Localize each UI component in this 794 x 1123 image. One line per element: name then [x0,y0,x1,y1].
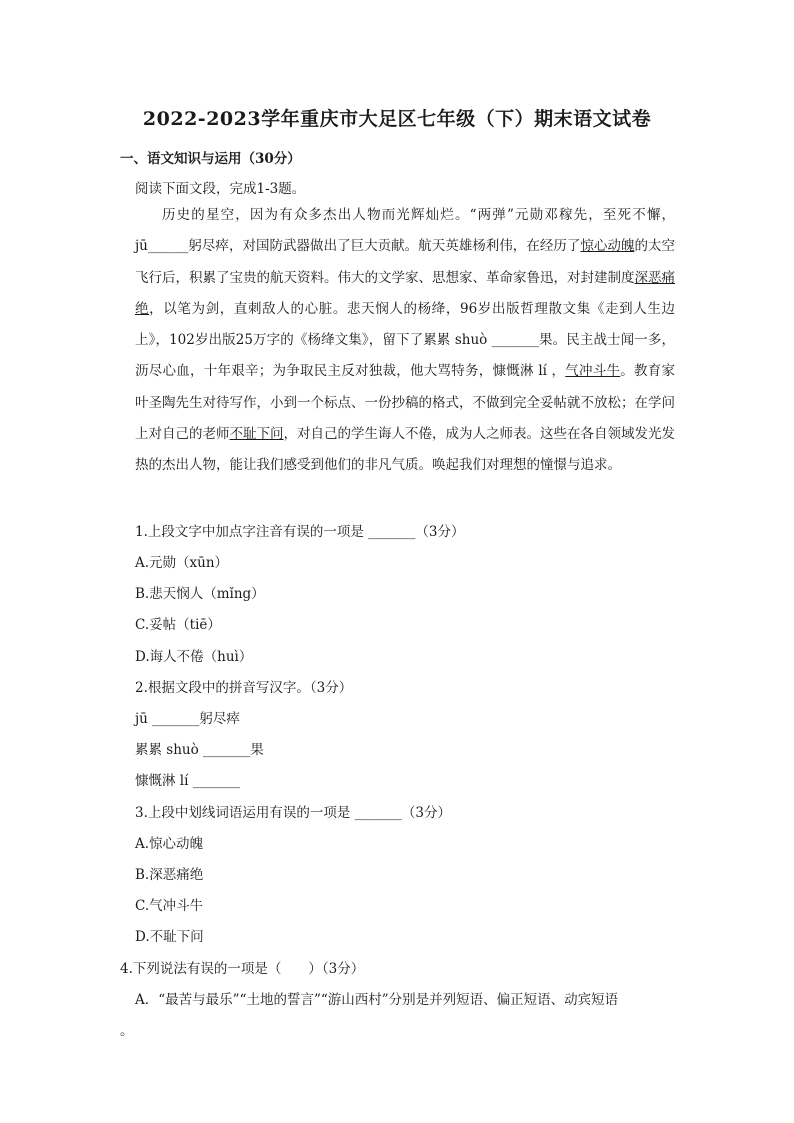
page-title: 2022-2023学年重庆市大足区七年级（下）期末语文试卷 [142,108,652,130]
question-1-option-d: D.诲人不倦（huì） [135,649,253,665]
question-3-stem: 3.上段中划线词语运用有误的一项是 _______（3分） [135,805,452,821]
underlined-phrase: 惊心动魄 [580,238,635,255]
question-1-option-a: A.元勋（xūn） [135,555,229,571]
reading-instruction: 阅读下面文段，完成1-3题。 [135,181,306,197]
passage-text: 的太空飞行后，积累了宝贵的航天资料。伟大的文学家、思想家、革命家鲁迅，对封建制度 [135,238,676,286]
question-2-line-3: 慷慨淋 lí _______ [135,773,240,789]
passage-text: 历史的星空，因为有众多杰出人物而光辉灿烂。“两弹”元勋邓稼先，至死不懈，jū______躬尽瘁，对国防武器做出了巨大贡献。航天英雄杨利伟，在经历了 [135,207,675,255]
question-1-option-b: B.悲天悯人（mǐng） [135,586,265,602]
question-3-option-b: B.深恶痛绝 [135,867,204,883]
question-4-option-a: A．“最苦与最乐”“土地的誓言”“游山西村”分别是并列短语、偏正短语、动宾短语 [135,992,619,1008]
passage-text: ，以笔为剑，直刺敌人的心脏。悲天悯人的杨绛，96岁出版哲理散文集《走到人生边上》，102岁出版25万字的《杨绛文集》，留下了累累 shuò _______果。民主战士闻一多，沥尽心血，十年艰辛；为争取民主反对独裁，他大骂特务，慷慨淋 lí ， [135,300,676,380]
question-1-option-c: C.妥帖（tiē） [135,617,221,633]
passage-text: 。教育家叶圣陶先生对待写作，小到一个标点、一份抄稿的格式，不做到完全妥帖就不放松；在学问上对自己的老师 [135,363,676,443]
passage-text: ，对自己的学生诲人不倦，成为人之师表。这些在各自领域发光发热的杰出人物，能让我们感受到他们的非凡气质。唤起我们对理想的憧憬与追求。 [135,426,675,474]
passage-paragraph [135,200,675,482]
question-4-stem: 4.下列说法有误的一项是（ ）（3分） [120,961,365,977]
question-1-stem: 1.上段文字中加点字注音有误的一项是 _______（3分） [135,524,465,540]
question-2-line-2: 累累 shuò _______果 [135,742,264,758]
question-2-line-1: jū _______躬尽瘁 [135,711,240,727]
reading-passage [135,200,675,482]
question-3-option-d: D.不耻下问 [135,929,204,945]
section-heading: 一、语文知识与运用（30分） [120,151,301,167]
question-3-option-a: A.惊心动魄 [135,836,204,852]
question-3-option-c: C.气冲斗牛 [135,898,204,914]
underlined-phrase: 深恶痛绝 [135,269,675,317]
underlined-phrase: 不耻下问 [229,426,284,443]
question-2-stem: 2.根据文段中的拼音写汉字。（3分） [135,680,353,696]
question-4-option-a-end: 。 [120,1023,134,1039]
underlined-phrase: 气冲斗牛 [565,363,621,380]
